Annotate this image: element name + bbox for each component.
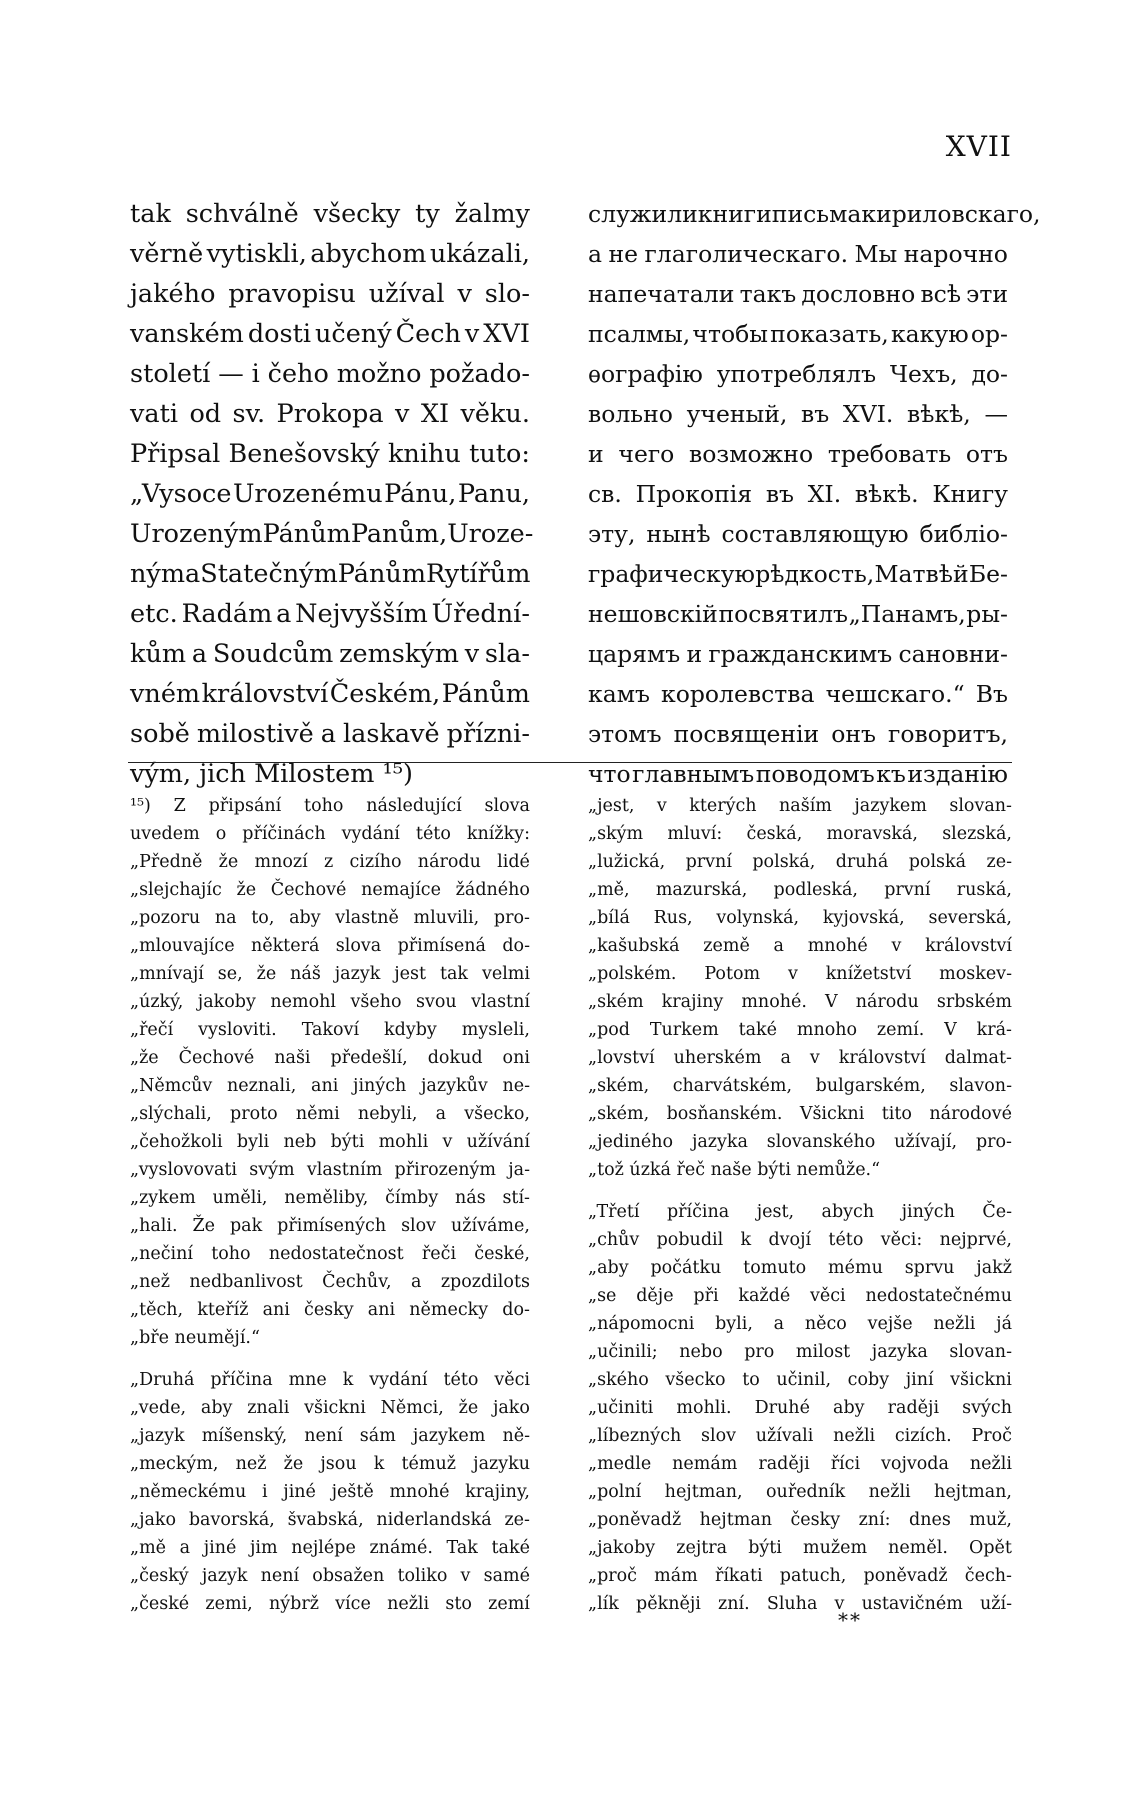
text-line: что главнымъ поводомъ къ изданію — [588, 760, 1008, 788]
text-line: „než nedbanlivost Čechův, a zpozdilots — [130, 1272, 530, 1292]
footnote-paragraph — [588, 792, 1012, 1184]
text-line: а не глаголическаго. Мы нарочно — [588, 240, 1008, 268]
text-line: „ského všecko to učinil, coby jiní všickni — [588, 1370, 1012, 1390]
text-line: графическую рѣдкость, Матвѣй Бе- — [588, 560, 1008, 588]
text-line: нешовскій посвятилъ „Панамъ, ры- — [588, 600, 1008, 628]
text-line: „medle nemám raději říci vojvoda nežli — [588, 1454, 1012, 1474]
footnote-paragraph — [588, 1198, 1012, 1618]
footnote-left-column — [130, 792, 530, 1618]
text-line: псалмы, чтобы показать, какую ор- — [588, 320, 1008, 348]
text-line: „proč mám říkati patuch, poněvadž čech- — [588, 1566, 1012, 1586]
text-line: „hali. Že pak přimísených slov užíváme, — [130, 1216, 530, 1236]
text-line: „mě, mazurská, podleská, první ruská, — [588, 880, 1012, 900]
text-line: ¹⁵) Z připsání toho následující slova — [130, 796, 530, 816]
text-line: „české zemi, nýbrž více nežli sto zemí — [130, 1594, 530, 1614]
text-line: ným a Statečným Pánům Rytířům — [130, 559, 531, 589]
text-line: kům a Soudcům zemským v sla- — [130, 639, 530, 669]
text-line: „ským mluví: česká, moravská, slezská, — [588, 824, 1012, 844]
footnote-right-column — [588, 792, 1012, 1618]
text-line: „lužická, první polská, druhá polská ze- — [588, 852, 1012, 872]
text-line: „líbezných slov užívali nežli cizích. Proč — [588, 1426, 1012, 1446]
text-line: „mlouvajíce některá slova přimísená do- — [130, 936, 530, 956]
text-line: „pod Turkem také mnoho zemí. V krá- — [588, 1020, 1012, 1040]
text-line: „se děje při každé věci nedostatečnému — [588, 1286, 1012, 1306]
text-line: Připsal Benešovský knihu tuto: — [130, 439, 530, 469]
text-line: „kašubská země a mnohé v království — [588, 936, 1012, 956]
footnote-rule — [128, 762, 1012, 763]
text-line: „meckým, než že jsou k témuž jazyku — [130, 1454, 530, 1474]
text-line: „bílá Rus, volynská, kyjovská, severská, — [588, 908, 1012, 928]
text-line: вольно ученый, въ XVI. вѣкѣ, — — [588, 400, 1008, 428]
text-line: vanském dosti učený Čech v XVI — [130, 319, 530, 349]
text-line: напечатали такъ дословно всѣ эти — [588, 280, 1008, 308]
text-line: „vede, aby znali všickni Němci, že jako — [130, 1398, 530, 1418]
main-text-left-column — [130, 194, 534, 794]
page-number: XVII — [945, 130, 1012, 163]
text-line: „jako bavorská, švabská, niderlandská ze- — [130, 1510, 530, 1530]
text-line: „ském, bosňanském. Všickni tito národové — [588, 1104, 1012, 1124]
text-line: „učiniti mohli. Druhé aby raději svých — [588, 1398, 1012, 1418]
text-line: „ském krajiny mnohé. V národu srbském — [588, 992, 1012, 1012]
text-line: „vyslovovati svým vlastním přirozeným ja- — [130, 1160, 530, 1180]
text-line: царямъ и гражданскимъ сановни- — [588, 640, 1008, 668]
text-line: эту, нынѣ составляющую библіо- — [588, 520, 1008, 548]
text-line: „zykem uměli, neměliby, čímby nás stí- — [130, 1188, 530, 1208]
text-line: vati od sv. Prokopa v XI věku. — [130, 399, 530, 429]
footnote-paragraph — [130, 1366, 530, 1618]
text-line: etc. Radám a Nejvyšším Úřední- — [130, 599, 530, 629]
signature-mark: ** — [838, 1608, 862, 1632]
text-line: uvedem o příčinách vydání této knížky: — [130, 824, 530, 844]
text-line: „učinili; nebo pro milost jazyka slovan- — [588, 1342, 1012, 1362]
text-line: „nečiní toho nedostatečnost řeči české, — [130, 1244, 530, 1264]
text-line: „tož úzká řeč naše býti nemůže.“ — [588, 1160, 881, 1180]
main-text-right-column — [588, 194, 1041, 794]
text-line: „jest, v kterých naším jazykem slovan- — [588, 796, 1012, 816]
text-line: „Předně že mnozí z cizího národu lidé — [130, 852, 530, 872]
text-line: Urozeným Pánům Panům, Uroze- — [130, 519, 534, 549]
text-line: sobě milostivě a laskavě přízni- — [130, 719, 530, 749]
text-line: „slýchali, proto němi nebyli, a všecko, — [130, 1104, 530, 1124]
text-line: „poněvadž hejtman česky zní: dnes muž, — [588, 1510, 1012, 1530]
text-line: vném království Českém, Pánům — [130, 679, 530, 709]
text-line: „nápomocni byli, a něco vejše nežli já — [588, 1314, 1012, 1334]
text-line: „ském, charvátském, bulgarském, slavon- — [588, 1076, 1012, 1096]
text-line: „český jazyk není obsažen toliko v samé — [130, 1566, 530, 1586]
text-line: „aby počátku tomuto mému sprvu jakž — [588, 1258, 1012, 1278]
text-line: jakého pravopisu užíval v slo- — [130, 279, 530, 309]
text-line: „že Čechové naši předešlí, dokud oni — [130, 1048, 530, 1068]
text-line: tak schválně všecky ty žalmy — [130, 199, 530, 229]
text-line: „Vysoce Urozenému Pánu, Panu, — [130, 479, 530, 509]
text-line: „řečí vysloviti. Takoví kdyby mysleli, — [130, 1020, 530, 1040]
text-line: věrně vytiskli, abychom ukázali, — [130, 239, 530, 269]
text-line: „jazyk míšenský, není sám jazykem ně- — [130, 1426, 530, 1446]
text-line: „těch, kteříž ani česky ani německy do- — [130, 1300, 530, 1320]
text-line: св. Прокопія въ XI. вѣкѣ. Книгу — [588, 480, 1008, 508]
text-line: „chův pobudil k dvojí této věci: nejprvé, — [588, 1230, 1012, 1250]
text-line: камъ королевства чешскаго.“ Въ — [588, 680, 1008, 708]
footnote-paragraph — [130, 792, 530, 1352]
text-line: „čehožkoli byli neb býti mohli v užívání — [130, 1132, 530, 1152]
text-line: „bře neumějí.“ — [130, 1328, 260, 1348]
text-line: „mě a jiné jim nejlépe známé. Tak také — [130, 1538, 530, 1558]
text-line: „Druhá příčina mne k vydání této věci — [130, 1370, 530, 1390]
text-line: „úzký, jakoby nemohl všeho svou vlastní — [130, 992, 530, 1012]
text-line: „polní hejtman, ouředník nežli hejtman, — [588, 1482, 1012, 1502]
text-line: vým, jich Milostem ¹⁵) — [130, 759, 413, 789]
text-line: „pozoru na to, aby vlastně mluvili, pro- — [130, 908, 530, 928]
text-line: „polském. Potom v knížetství moskev- — [588, 964, 1012, 984]
text-line: „Třetí příčina jest, abych jiných Če- — [588, 1202, 1012, 1222]
text-line: „německému i jiné ještě mnohé krajiny, — [130, 1482, 530, 1502]
text-line: ѳографію употреблялъ Чехъ, до- — [588, 360, 1008, 388]
text-line: „lík pěkněji zní. Sluha v ustavičném uží- — [588, 1594, 1012, 1614]
text-line: století — i čeho možno požado- — [130, 359, 530, 389]
text-line: и чего возможно требовать отъ — [588, 440, 1008, 468]
text-line: „Němcův neznali, ani jiných jazykův ne- — [130, 1076, 530, 1096]
text-line: „jakoby zejtra býti mužem neměl. Opět — [588, 1538, 1012, 1558]
text-line: этомъ посвященіи онъ говоритъ, — [588, 720, 1008, 748]
text-line: „mnívají se, že náš jazyk jest tak velmi — [130, 964, 530, 984]
text-line: „slejchajíc že Čechové nemajíce žádného — [130, 880, 530, 900]
text-line: служили книги письма кириловскаго, — [588, 200, 1041, 228]
text-line: „jediného jazyka slovanského užívají, pro- — [588, 1132, 1012, 1152]
text-line: „lovství uherském a v království dalmat- — [588, 1048, 1012, 1068]
